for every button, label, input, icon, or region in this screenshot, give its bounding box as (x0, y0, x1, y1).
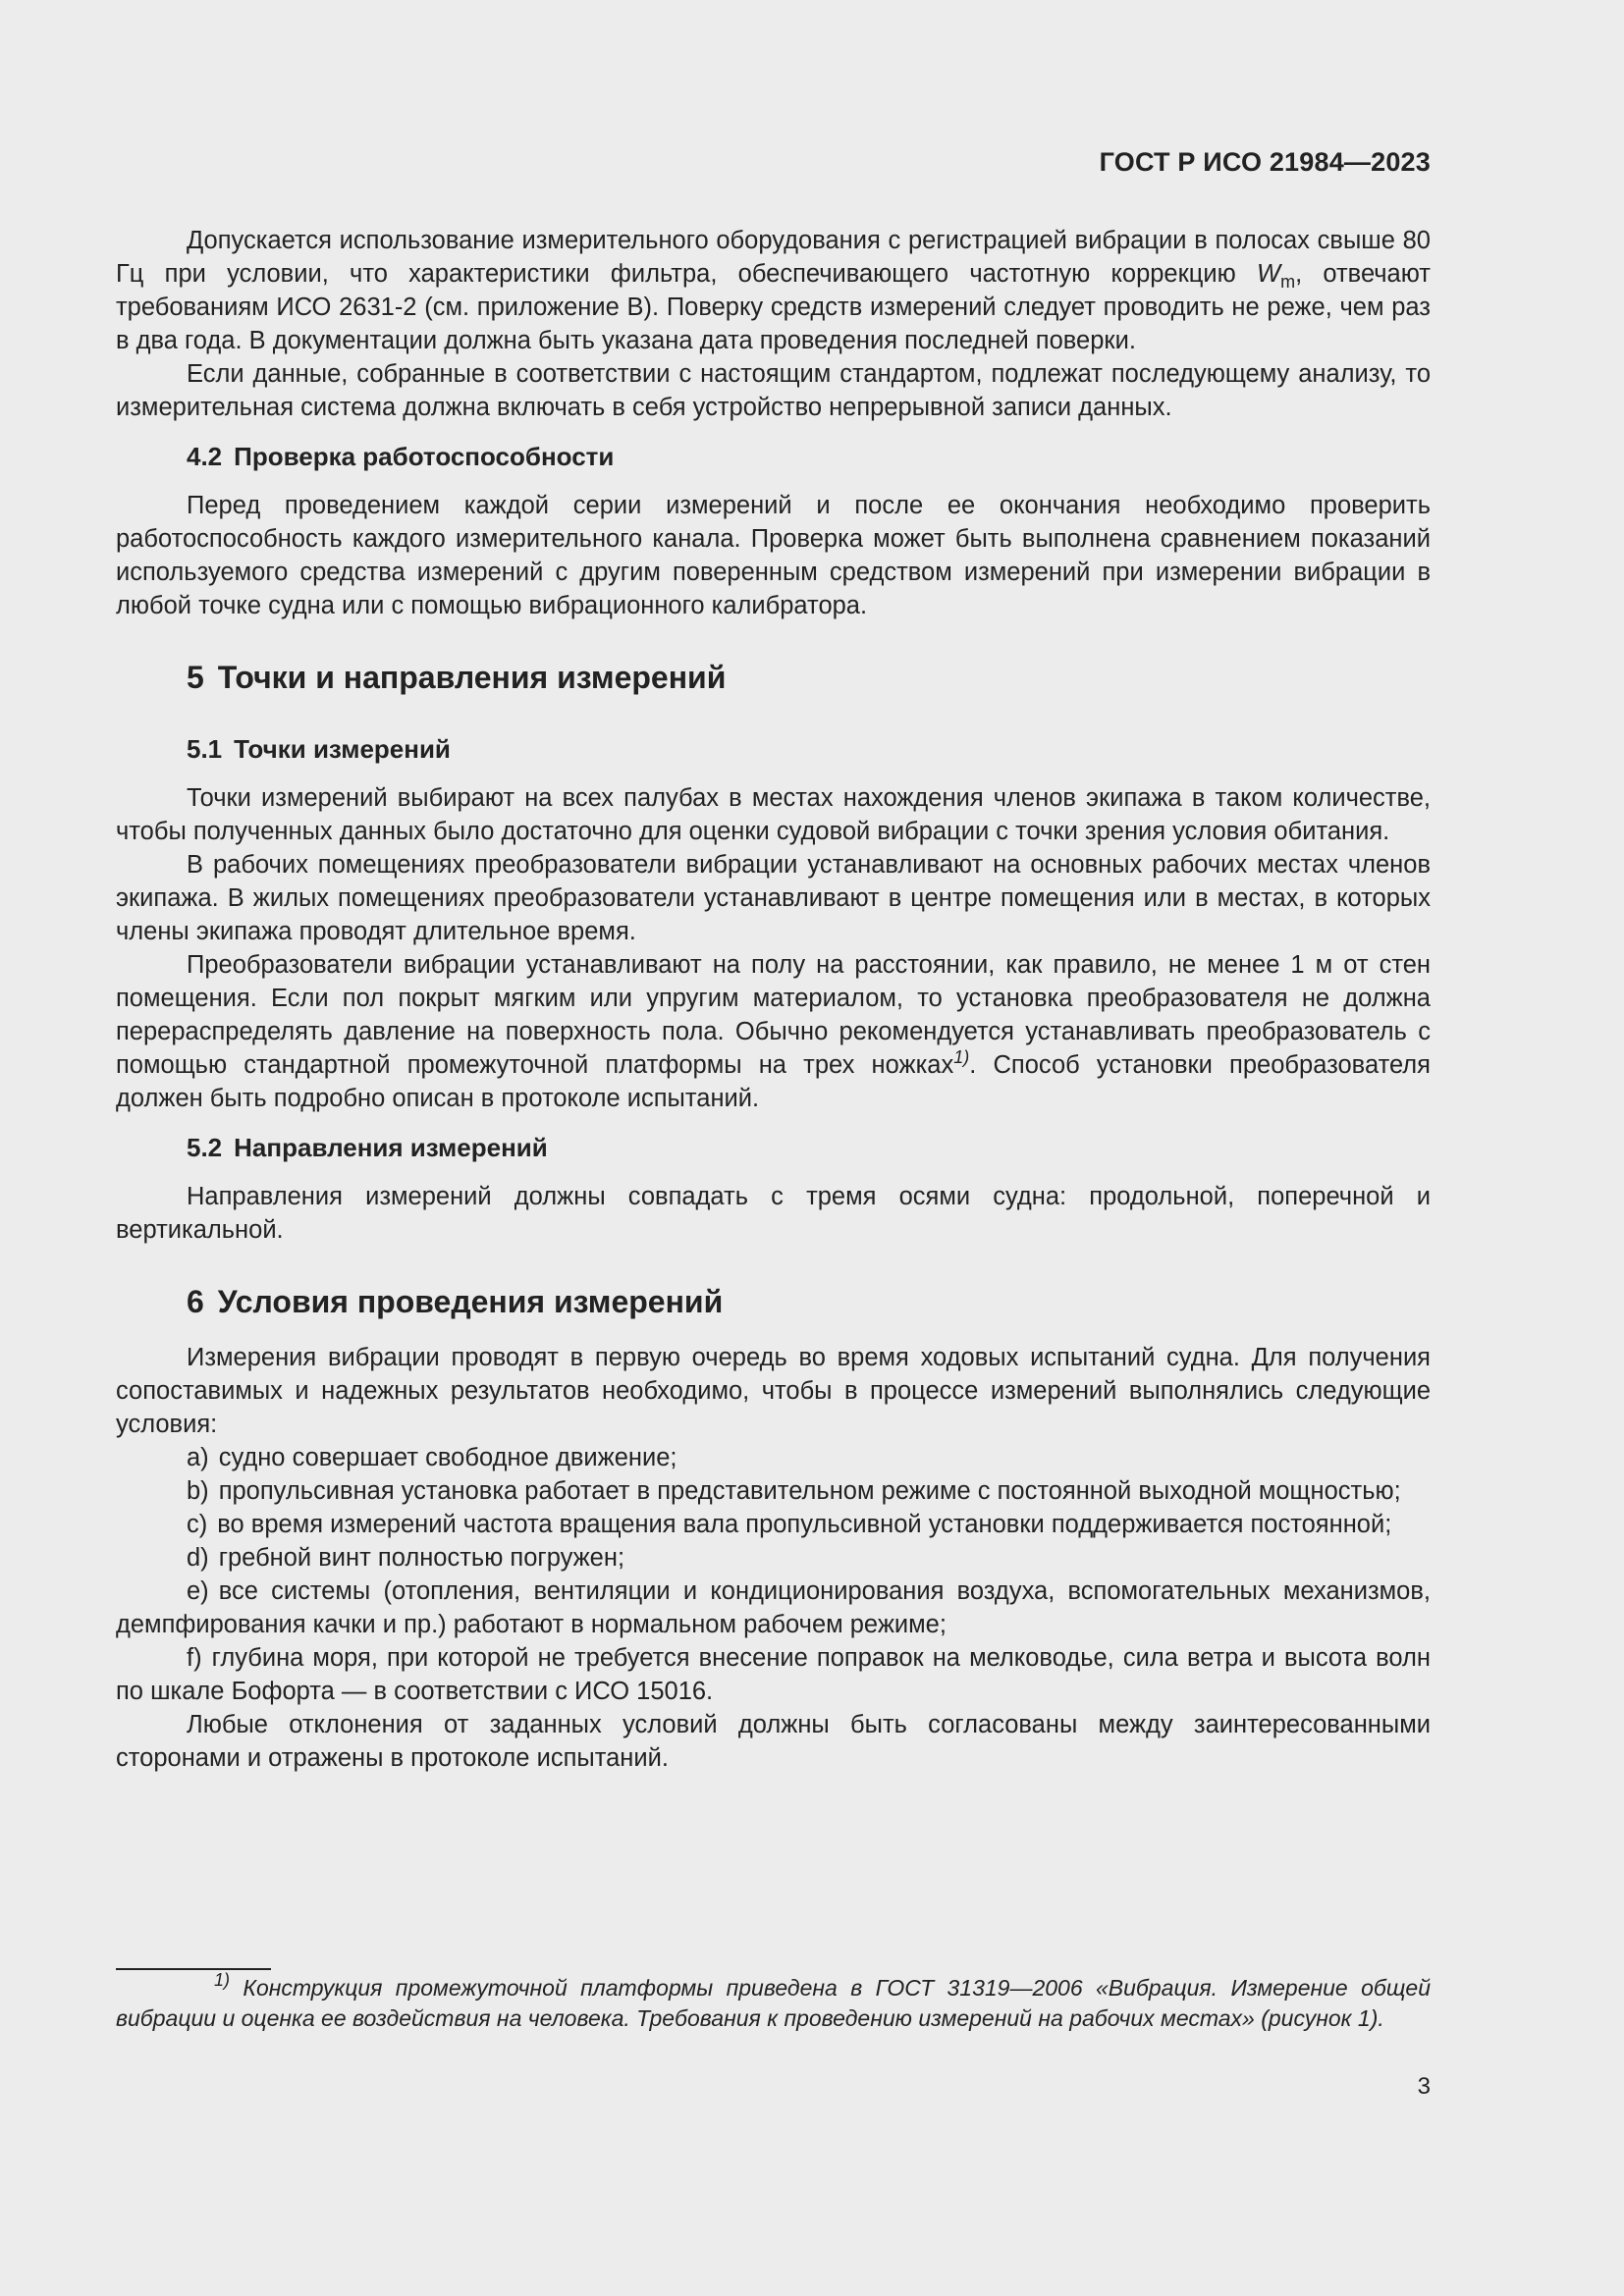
list-item (116, 1641, 1431, 1708)
section-title: Условия проведения измерений (217, 1284, 724, 1319)
section-6-heading (116, 1282, 1431, 1321)
paragraph-text: . Способ установки преобразователя должен быть подробно описан в протоколе испытаний. (116, 1051, 1431, 1112)
section-number: 4.2 (187, 442, 223, 471)
list-marker: f) (187, 1644, 202, 1672)
list-item-text: во время измерений частота вращения вала пропульсивной установки поддерживается постоянной; (217, 1511, 1392, 1538)
section-5-heading (116, 658, 1431, 697)
conditions-list (116, 1441, 1431, 1708)
paragraph-text: Допускается использование измерительного оборудования с регистрацией вибрации в полосах свыше 80 Гц при условии, что характеристики фильтра, обеспечивающего частотную коррекцию (116, 227, 1431, 288)
section-title: Проверка работоспособности (234, 442, 615, 471)
list-marker: d) (187, 1544, 209, 1572)
list-marker: b) (187, 1477, 209, 1505)
document-code-header: ГОСТ Р ИСО 21984—2023 (1099, 147, 1431, 177)
symbol-subscript: m (1280, 272, 1296, 293)
list-item (116, 1575, 1431, 1641)
footnote-marker: 1) (214, 1970, 231, 1990)
list-item-text: судно совершает свободное движение; (218, 1444, 677, 1471)
paragraph-deviations: Любые отклонения от заданных условий должны быть согласованы между заинтересованными сторонами и отражены в протоколе испытаний. (116, 1711, 1431, 1772)
list-marker: a) (187, 1444, 209, 1471)
list-item (116, 1508, 1431, 1541)
paragraph-equipment (116, 224, 1431, 357)
section-4-2-heading (116, 440, 1431, 473)
section-number: 5 (187, 660, 204, 695)
paragraph-measurement-directions: Направления измерений должны совпадать с тремя осями судна: продольной, поперечной и вертикальной. (116, 1183, 1431, 1244)
list-item (116, 1441, 1431, 1474)
section-5-2-heading (116, 1131, 1431, 1164)
list-item-text: пропульсивная установка работает в представительном режиме с постоянной выходной мощностью; (218, 1477, 1401, 1505)
paragraph-conditions-intro: Измерения вибрации проводят в первую очередь во время ходовых испытаний судна. Для получения сопоставимых и надежных результатов необходимо, чтобы в процессе измерений выполнялись следующие условия: (116, 1344, 1431, 1438)
list-item-text: глубина моря, при которой не требуется внесение поправок на мелководье, сила ветра и высота волн по шкале Бофорта — в соответствии с ИСО 15016. (116, 1644, 1431, 1705)
footnote-text: Конструкция промежуточной платформы приведена в ГОСТ 31319—2006 «Вибрация. Измерение общей вибрации и оценка ее воздействия на человека. Требования к проведению измерений на рабочих местах» (рисунок 1). (116, 1975, 1431, 2031)
main-content (116, 224, 1431, 1775)
section-number: 5.2 (187, 1133, 223, 1162)
list-marker: e) (187, 1577, 209, 1605)
paragraph-text: Преобразователи вибрации устанавливают на полу на расстоянии, как правило, не менее 1 м от стен помещения. Если пол покрыт мягким или упругим материалом, то установка преобразователя не должна перераспределять давление на поверхность пола. Обычно рекомендуется устанавливать преобразователь с помощью стандартной промежуточной платформы на трех ножках (116, 951, 1431, 1079)
section-5-1-heading (116, 732, 1431, 766)
section-title: Точки и направления измерений (217, 660, 727, 695)
section-title: Точки измерений (234, 734, 451, 764)
footnote-divider (116, 1968, 271, 1970)
paragraph-work-rooms: В рабочих помещениях преобразователи вибрации устанавливают на основных рабочих местах членов экипажа. В жилых помещениях преобразователи устанавливают в центре помещения или в местах, в которых члены экипажа проводят длительное время. (116, 851, 1431, 945)
footnote-reference: 1) (953, 1047, 970, 1067)
symbol-w: W (1256, 260, 1281, 288)
paragraph-operability-check: Перед проведением каждой серии измерений и после ее окончания необходимо проверить работоспособность каждого измерительного канала. Проверка может быть выполнена сравнением показаний используемого средства измерений с другим поверенным средством измерений при измерении вибрации в любой точке судна или с помощью вибрационного калибратора. (116, 492, 1431, 619)
list-item-text: все системы (отопления, вентиляции и кондиционирования воздуха, вспомогательных механизмов, демпфирования качки и пр.) работают в нормальном рабочем режиме; (116, 1577, 1431, 1638)
footnote (116, 1970, 1431, 2034)
section-title: Направления измерений (234, 1133, 548, 1162)
paragraph-data-recording: Если данные, собранные в соответствии с настоящим стандартом, подлежат последующему анализу, то измерительная система должна включать в себя устройство непрерывной записи данных. (116, 360, 1431, 421)
section-number: 6 (187, 1284, 204, 1319)
paragraph-transducer-installation (116, 948, 1431, 1115)
list-item-text: гребной винт полностью погружен; (218, 1544, 625, 1572)
list-item (116, 1474, 1431, 1508)
section-number: 5.1 (187, 734, 223, 764)
list-item (116, 1541, 1431, 1575)
page-number: 3 (1417, 2073, 1431, 2100)
paragraph-measurement-points: Точки измерений выбирают на всех палубах в местах нахождения членов экипажа в таком количестве, чтобы полученных данных было достаточно для оценки судовой вибрации с точки зрения условия обитания. (116, 784, 1431, 845)
list-marker: c) (187, 1511, 208, 1538)
paragraph-text: , отвечают требованиям ИСО 2631-2 (см. приложение В). Поверку средств измерений следует проводить не реже, чем раз в два года. В документации должна быть указана дата проведения последней поверки. (116, 260, 1431, 354)
